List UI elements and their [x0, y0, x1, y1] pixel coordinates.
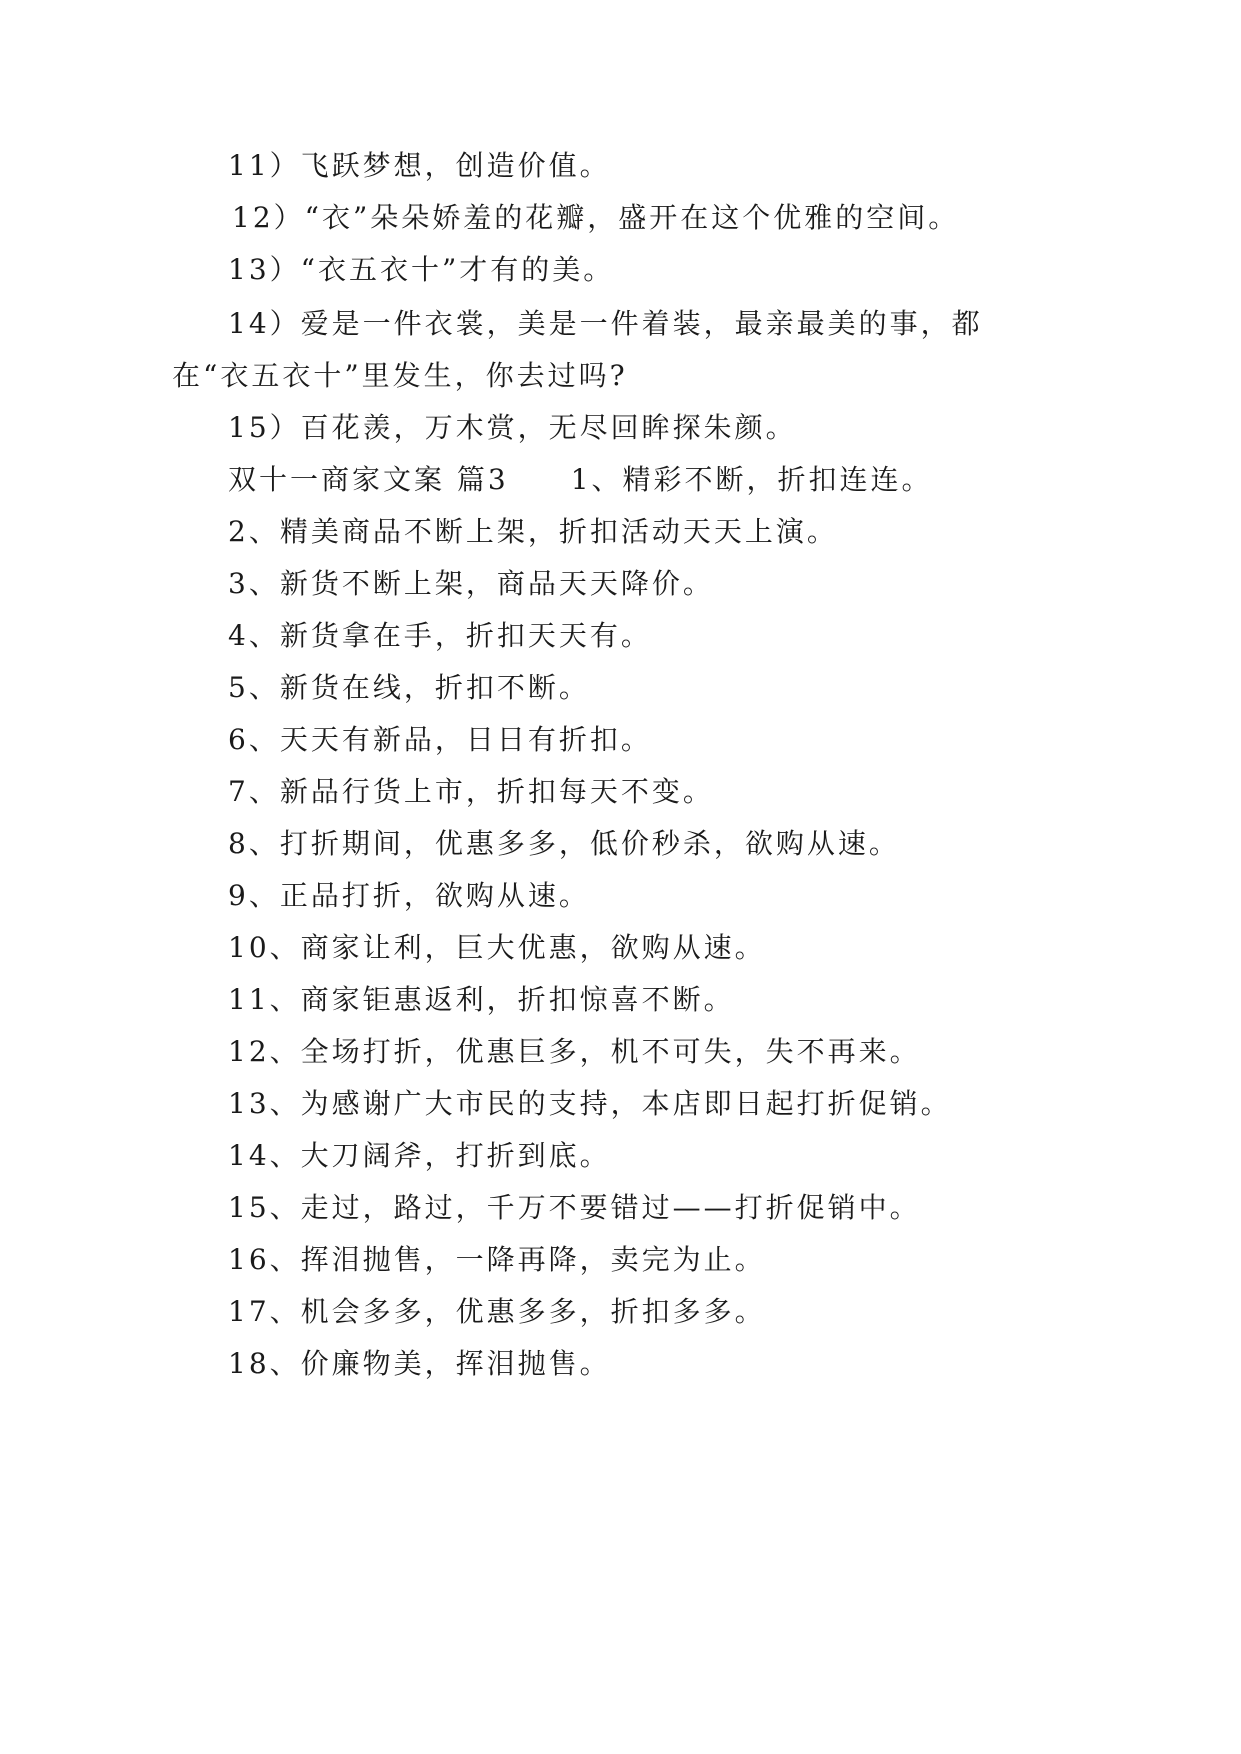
text-line: 14、大刀阔斧，打折到底。 [228, 1139, 611, 1172]
text-line: 10、商家让利，巨大优惠，欲购从速。 [228, 931, 766, 964]
text-line: 17、机会多多，优惠多多，折扣多多。 [228, 1295, 766, 1328]
text-line: 18、价廉物美，挥泪抛售。 [228, 1347, 611, 1380]
text-line: 6、天天有新品，日日有折扣。 [228, 723, 652, 756]
text-line: 15、走过，路过，千万不要错过——打折促销中。 [228, 1191, 921, 1224]
text-line: 在“衣五衣十”里发生，你去过吗? [172, 359, 628, 392]
text-line: 4、新货拿在手，折扣天天有。 [228, 619, 652, 652]
text-line: 11、商家钜惠返利，折扣惊喜不断。 [228, 983, 735, 1016]
text-line: 3、新货不断上架，商品天天降价。 [228, 567, 714, 600]
section-heading: 双十一商家文案 篇3 1、精彩不断，折扣连连。 [228, 463, 933, 496]
text-line: 2、精美商品不断上架，折扣活动天天上演。 [228, 515, 838, 548]
text-line: 12）“衣”朵朵娇羞的花瓣，盛开在这个优雅的空间。 [232, 201, 960, 234]
text-line: 5、新货在线，折扣不断。 [228, 671, 590, 704]
text-line: 9、正品打折，欲购从速。 [228, 879, 590, 912]
text-line: 11）飞跃梦想，创造价值。 [228, 149, 611, 182]
text-line: 13、为感谢广大市民的支持，本店即日起打折促销。 [228, 1087, 952, 1120]
text-line: 15）百花羡，万木赏，无尽回眸探朱颜。 [228, 411, 797, 444]
text-line: 8、打折期间，优惠多多，低价秒杀，欲购从速。 [228, 827, 900, 860]
text-line: 7、新品行货上市，折扣每天不变。 [228, 775, 714, 808]
text-line: 14）爱是一件衣裳，美是一件着装，最亲最美的事，都 [228, 307, 983, 340]
text-line: 12、全场打折，优惠巨多，机不可失，失不再来。 [228, 1035, 921, 1068]
text-line: 16、挥泪抛售，一降再降，卖完为止。 [228, 1243, 766, 1276]
text-line: 13）“衣五衣十”才有的美。 [228, 253, 615, 286]
